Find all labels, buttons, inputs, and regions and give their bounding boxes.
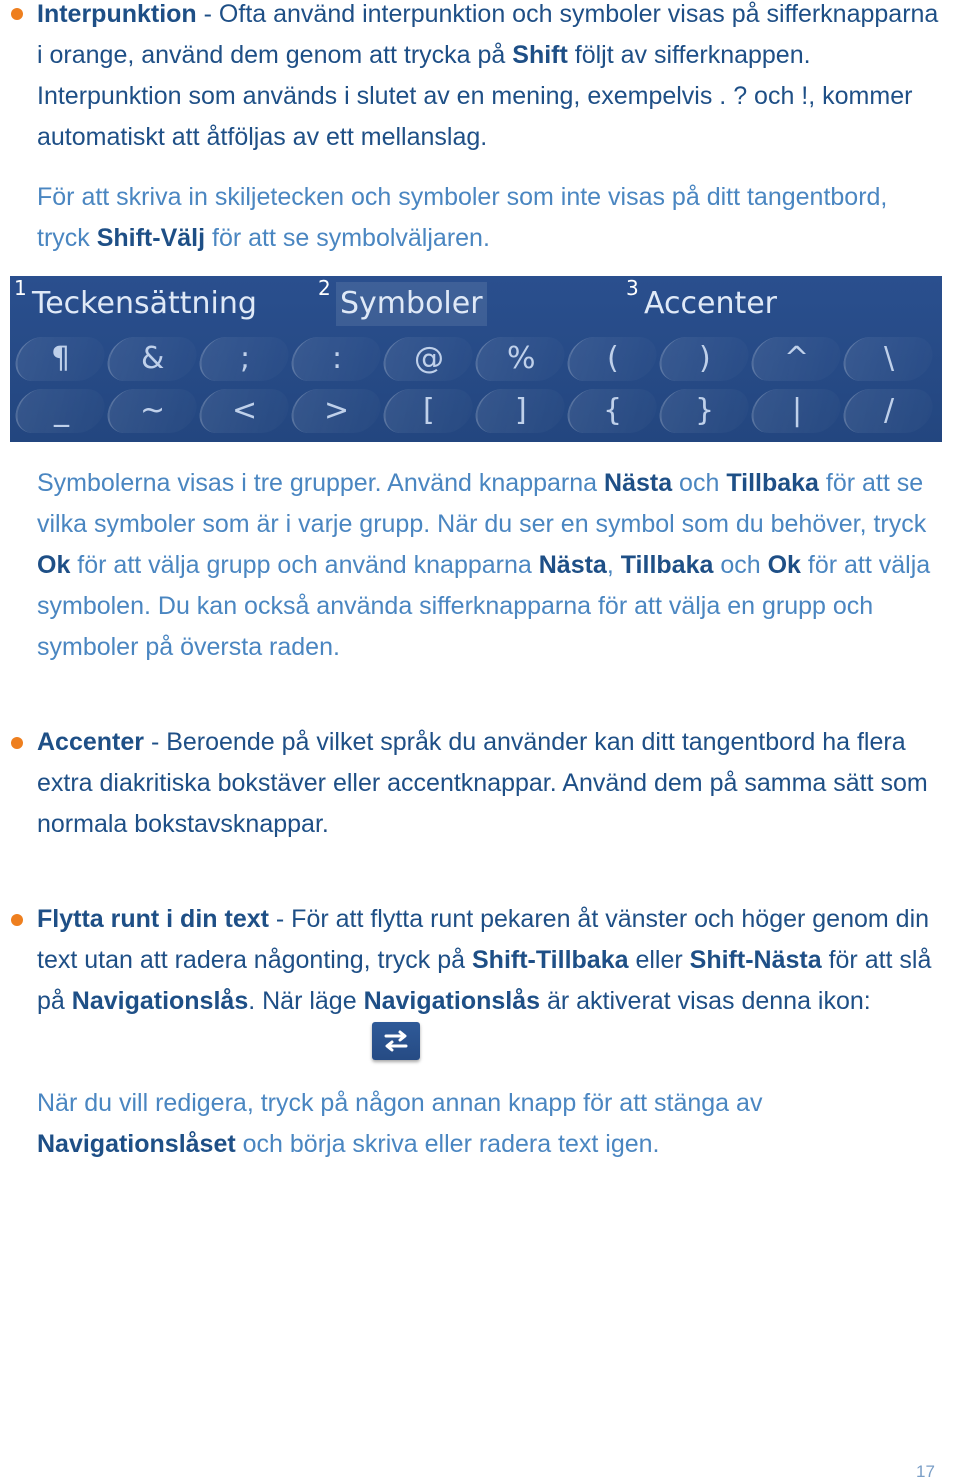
- symbol: \: [883, 341, 895, 376]
- symbol: &: [141, 341, 165, 376]
- symbol-picker-tabs: [10, 276, 942, 328]
- tab-symboler: [318, 276, 518, 326]
- term-flytta-runt: Flytta runt i din text: [37, 905, 269, 933]
- paragraph-accenter: [37, 722, 942, 845]
- symbol-key: [563, 337, 660, 381]
- symbol-key: [839, 337, 936, 381]
- symbol-key: [471, 389, 568, 433]
- key-tillbaka: Tillbaka: [726, 469, 819, 497]
- symbol-key: [655, 337, 752, 381]
- key-ok: Ok: [37, 551, 71, 579]
- swap-arrows-icon: [372, 1022, 420, 1060]
- symbol: /: [883, 393, 895, 428]
- symbol: :: [331, 341, 343, 376]
- text: och: [672, 469, 727, 497]
- key-shift-valj: Shift-Välj: [96, 224, 206, 252]
- symbol-key: [747, 389, 844, 433]
- symbol-row-2: [10, 386, 942, 438]
- symbol-key: [287, 389, 384, 433]
- symbol: @: [414, 341, 444, 376]
- symbol-key: [195, 337, 292, 381]
- symbol-key: [747, 337, 844, 381]
- text: ,: [606, 551, 621, 579]
- paragraph-interpunktion: [37, 0, 942, 158]
- symbol-key: [103, 337, 200, 381]
- symbol: ]: [515, 393, 527, 428]
- text: eller: [628, 946, 690, 974]
- symbol: ¶: [51, 341, 71, 376]
- term-accenter: Accenter: [37, 728, 144, 756]
- symbol-key: [195, 389, 292, 433]
- text: för att välja symbolen. Du kan också använda sifferknapparna för att välja en grupp och symboler på översta raden.: [37, 551, 931, 661]
- symbol: {: [603, 393, 623, 428]
- symbol-key: [379, 337, 476, 381]
- tab-label: Symboler: [336, 282, 487, 326]
- key-nasta: Nästa: [604, 469, 673, 497]
- symbol-key: [287, 337, 384, 381]
- symbol-key: [839, 389, 936, 433]
- text: för att se symbolväljaren.: [205, 224, 490, 252]
- symbol-key: [11, 389, 108, 433]
- bullet-icon: [11, 737, 23, 749]
- text: . När läge: [248, 987, 364, 1015]
- term-interpunktion: Interpunktion: [37, 0, 197, 28]
- paragraph-skiljetecken: [37, 177, 942, 259]
- tab-number: 1: [14, 276, 27, 300]
- text: och börja skriva eller radera text igen.: [235, 1130, 660, 1158]
- text: När du vill redigera, tryck på någon annan knapp för att stänga av: [37, 1089, 763, 1117]
- text: för att se vilka symboler som är i varje grupp. När du ser en symbol som du behöver, tryck: [37, 469, 927, 538]
- text: och: [713, 551, 768, 579]
- symbol-key: [103, 389, 200, 433]
- text: Symbolerna visas i tre grupper. Använd knapparna: [37, 469, 605, 497]
- symbol: }: [695, 393, 715, 428]
- key-ok: Ok: [767, 551, 801, 579]
- symbol-key: [655, 389, 752, 433]
- term-navigationslaset: Navigationslåset: [37, 1130, 236, 1158]
- symbol: %: [506, 341, 536, 376]
- symbol: ^: [784, 341, 810, 376]
- tab-number: 2: [318, 276, 331, 300]
- page-number: 17: [916, 1462, 935, 1481]
- text: är aktiverat visas denna ikon:: [540, 987, 871, 1015]
- symbol: >: [324, 393, 350, 428]
- symbol: |: [791, 393, 803, 428]
- bullet-icon: [11, 914, 23, 926]
- text: För att skriva in skiljetecken och symboler som inte visas på ditt tangentbord, tryck: [37, 183, 888, 252]
- paragraph-symbolgrupper: [37, 463, 942, 668]
- symbol: ;: [239, 341, 251, 376]
- key-tillbaka: Tillbaka: [620, 551, 714, 579]
- symbol: (: [607, 341, 619, 376]
- symbol-key: [563, 389, 660, 433]
- term-navigationslas: Navigationslås: [71, 987, 249, 1015]
- key-shift: Shift: [512, 41, 568, 69]
- paragraph-flytta-runt: [37, 899, 942, 1022]
- tab-teckensattning: [14, 276, 304, 326]
- tab-accenter: [626, 276, 826, 326]
- symbol: ~: [140, 393, 166, 428]
- text: - Ofta använd interpunktion och symboler visas på sifferknapparna i orange, använd dem genom att trycka på: [37, 0, 939, 69]
- tab-label: Teckensättning: [32, 286, 257, 321]
- text: - För att flytta runt pekaren åt vänster och höger genom din text utan att radera någonting, tryck på: [37, 905, 930, 974]
- bullet-icon: [11, 8, 23, 20]
- paragraph-redigera: [37, 1083, 942, 1165]
- text: - Beroende på vilket språk du använder kan ditt tangentbord ha flera extra diakritiska bokstäver eller accentknappar. Använd dem på samma sätt som normala bokstavsknappar.: [37, 728, 928, 838]
- term-navigationslas: Navigationslås: [363, 987, 541, 1015]
- symbol-row-1: [10, 334, 942, 386]
- tab-number: 3: [626, 276, 639, 300]
- key-shift-nasta: Shift-Nästa: [689, 946, 822, 974]
- symbol: ): [699, 341, 711, 376]
- text: för att välja grupp och använd knapparna: [70, 551, 539, 579]
- tab-label: Accenter: [644, 286, 778, 321]
- navigation-lock-icon: [372, 1022, 420, 1060]
- text: följt av sifferknappen. Interpunktion som används i slutet av en mening, exempelvis . ? och !, kommer automatiskt att åtföljas av ett mellanslag.: [37, 41, 913, 151]
- key-shift-tillbaka: Shift-Tillbaka: [472, 946, 629, 974]
- symbol: _: [53, 393, 69, 428]
- symbol-key: [11, 337, 108, 381]
- symbol-key: [471, 337, 568, 381]
- symbol-key: [379, 389, 476, 433]
- symbol: [: [423, 393, 435, 428]
- symbol-picker-image: [10, 276, 942, 442]
- text: för att slå på: [37, 946, 932, 1015]
- symbol: <: [232, 393, 258, 428]
- key-nasta: Nästa: [538, 551, 607, 579]
